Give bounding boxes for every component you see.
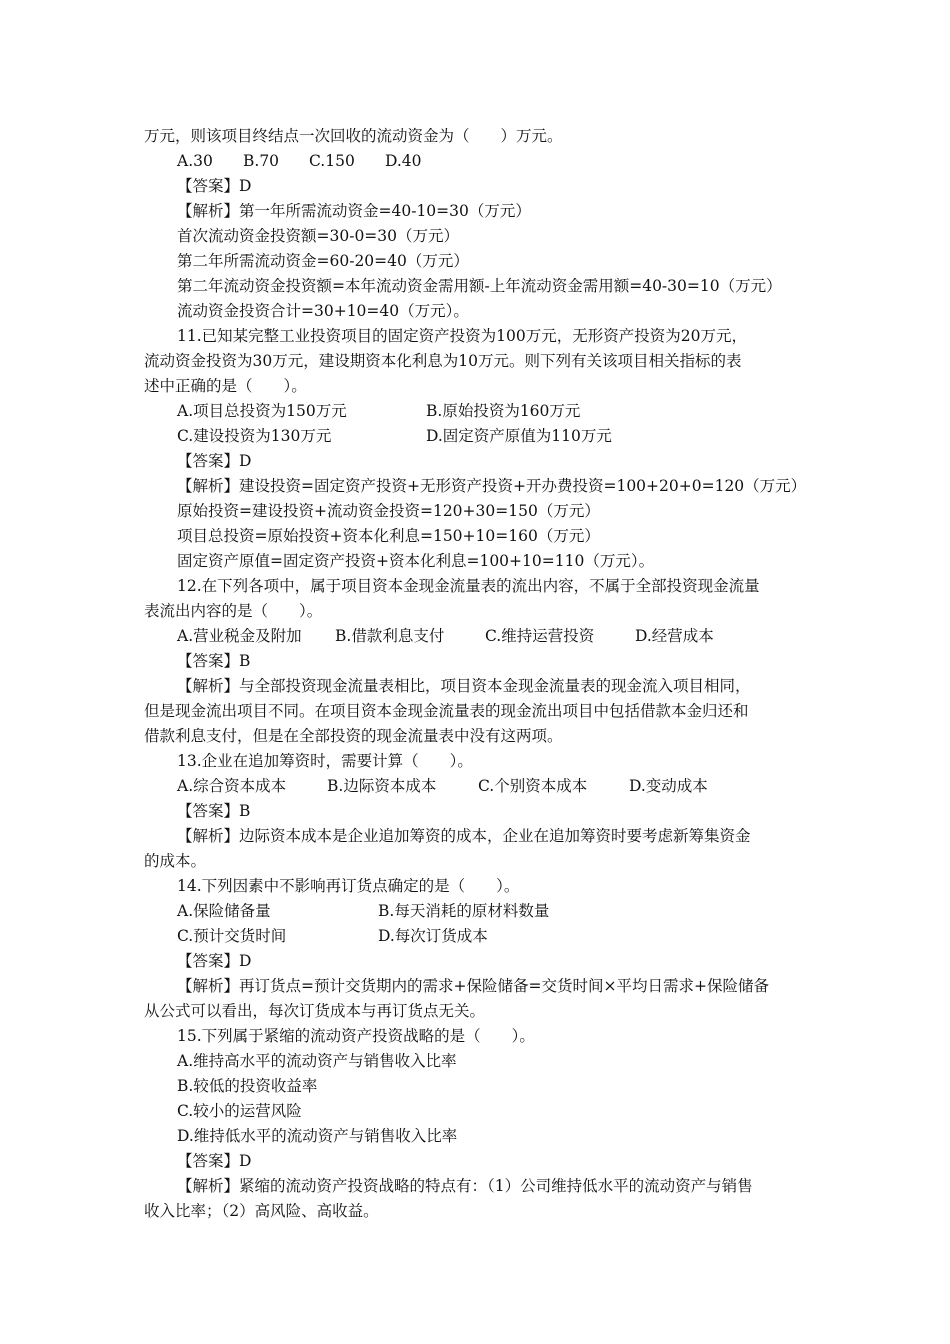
q11-analysis-line: 固定资产原值=固定资产投资+资本化利息=100+10=110（万元）。: [177, 552, 655, 570]
q13-option-b: B.边际资本成本: [327, 777, 437, 795]
q10-option-c: C.150: [309, 152, 355, 170]
q12-analysis-line: 借款利息支付，但是在全部投资的现金流量表中没有这两项。: [144, 727, 563, 745]
q15-stem-line: 15.下列属于紧缩的流动资产投资战略的是（ ）。: [177, 1027, 535, 1045]
q10-stem-end: 万元，则该项目终结点一次回收的流动资金为（ ）万元。: [144, 127, 563, 145]
q13-option-c: C.个别资本成本: [478, 777, 588, 795]
q15-option-d: D.维持低水平的流动资产与销售收入比率: [177, 1127, 458, 1145]
q14-analysis-line: 从公式可以看出，每次订货成本与再订货点无关。: [144, 1002, 486, 1020]
q13-answer: 【答案】B: [177, 802, 251, 820]
q11-stem-line: 述中正确的是（ ）。: [144, 377, 307, 395]
q10-analysis-line: 【解析】第一年所需流动资金=40-10=30（万元）: [177, 202, 531, 220]
q11-analysis-line: 【解析】建设投资=固定资产投资+无形资产投资+开办费投资=100+20+0=120（万元）: [177, 477, 807, 495]
q12-option-a: A.营业税金及附加: [177, 627, 302, 645]
q15-option-b: B.较低的投资收益率: [177, 1077, 318, 1095]
q11-stem-line: 流动资金投资为30万元，建设期资本化利息为10万元。则下列有关该项目相关指标的表: [144, 352, 742, 370]
q14-options-row: [144, 899, 812, 924]
q13-options: [144, 774, 812, 799]
q12-options: [144, 624, 812, 649]
document-page: [144, 124, 812, 1224]
q11-option-b: B.原始投资为160万元: [426, 402, 581, 420]
q15-option-a: A.维持高水平的流动资产与销售收入比率: [177, 1052, 457, 1070]
q14-option-a: A.保险储备量: [177, 902, 271, 920]
q10-option-b: B.70: [243, 152, 280, 170]
q11-answer: 【答案】D: [177, 452, 252, 470]
q14-analysis-line: 【解析】再订货点=预计交货期内的需求+保险储备=交货时间×平均日需求+保险储备: [177, 977, 769, 995]
q14-answer: 【答案】D: [177, 952, 252, 970]
q11-analysis-line: 项目总投资=原始投资+资本化利息=150+10=160（万元）: [177, 527, 600, 545]
q13-stem-line: 13.企业在追加筹资时，需要计算（ ）。: [177, 752, 473, 770]
q11-option-a: A.项目总投资为150万元: [177, 402, 347, 420]
q12-option-b: B.借款利息支付: [335, 627, 445, 645]
q14-option-b: B.每天消耗的原材料数量: [378, 902, 550, 920]
q11-option-d: D.固定资产原值为110万元: [426, 427, 612, 445]
q13-analysis-line: 【解析】边际资本成本是企业追加筹资的成本，企业在追加筹资时要考虑新筹集资金: [177, 827, 751, 845]
q10-analysis-line: 第二年流动资金投资额=本年流动资金需用额-上年流动资金需用额=40-30=10（万元）: [177, 277, 782, 295]
q15-answer: 【答案】D: [177, 1152, 252, 1170]
q15-analysis-line: 【解析】紧缩的流动资产投资战略的特点有：（1）公司维持低水平的流动资产与销售: [177, 1177, 753, 1195]
q11-options-row: [144, 399, 812, 424]
q12-stem-line: 表流出内容的是（ ）。: [144, 602, 323, 620]
q13-option-d: D.变动成本: [629, 777, 708, 795]
q15-analysis-line: 收入比率；（2）高风险、高收益。: [144, 1202, 379, 1220]
q11-analysis-line: 原始投资=建设投资+流动资金投资=120+30=150（万元）: [177, 502, 600, 520]
q10-option-a: A.30: [177, 152, 213, 170]
q14-stem-line: 14.下列因素中不影响再订货点确定的是（ ）。: [177, 877, 520, 895]
q12-stem-line: 12.在下列各项中，属于项目资本金现金流量表的流出内容，不属于全部投资现金流量: [177, 577, 760, 595]
q12-option-c: C.维持运营投资: [485, 627, 595, 645]
q10-option-d: D.40: [385, 152, 422, 170]
q12-analysis-line: 【解析】与全部投资现金流量表相比，项目资本金现金流量表的现金流入项目相同，: [177, 677, 751, 695]
q14-option-d: D.每次订货成本: [378, 927, 488, 945]
q12-analysis-line: 但是现金流出项目不同。在项目资本金现金流量表的现金流出项目中包括借款本金归还和: [144, 702, 749, 720]
q10-analysis-line: 首次流动资金投资额=30-0=30（万元）: [177, 227, 460, 245]
q10-options: [144, 149, 812, 174]
q10-answer: 【答案】D: [177, 177, 252, 195]
q12-option-d: D.经营成本: [635, 627, 714, 645]
q11-option-c: C.建设投资为130万元: [177, 427, 332, 445]
q15-option-c: C.较小的运营风险: [177, 1102, 302, 1120]
q10-analysis-line: 第二年所需流动资金=60-20=40（万元）: [177, 252, 469, 270]
q11-stem-line: 11.已知某完整工业投资项目的固定资产投资为100万元，无形资产投资为20万元，: [177, 327, 747, 345]
q14-option-c: C.预计交货时间: [177, 927, 287, 945]
q13-analysis-line: 的成本。: [144, 852, 207, 870]
q11-options-row: [144, 424, 812, 449]
q14-options-row: [144, 924, 812, 949]
q10-analysis-line: 流动资金投资合计=30+10=40（万元）。: [177, 302, 469, 320]
q13-option-a: A.综合资本成本: [177, 777, 287, 795]
q12-answer: 【答案】B: [177, 652, 251, 670]
